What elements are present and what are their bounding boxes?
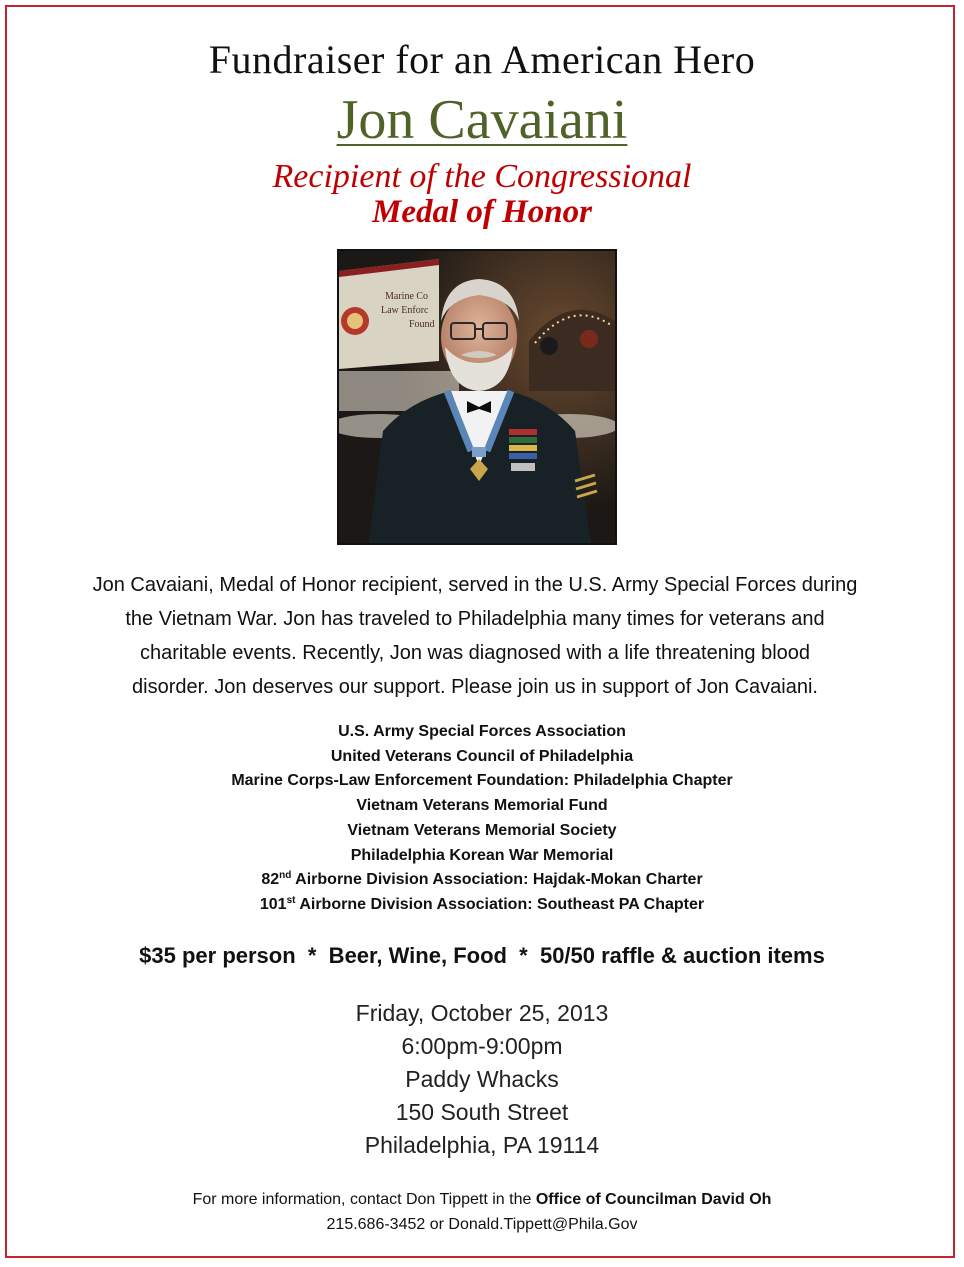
honoree-photo bbox=[337, 249, 617, 545]
banner-line-2: Law Enforc bbox=[381, 305, 429, 316]
sponsor-rest: Airborne Division Association: Southeast PA Chapter bbox=[295, 895, 705, 913]
sponsor-item: Philadelphia Korean War Memorial bbox=[350, 846, 614, 864]
banner-line-3: Found bbox=[409, 319, 435, 330]
bio-line: disorder. Jon deserves our support. Please join us in support of Jon Cavaiani. bbox=[132, 676, 818, 698]
subtitle-medal: Medal of Honor bbox=[371, 194, 592, 230]
sponsor-list bbox=[0, 720, 964, 918]
subtitle-recipient: Recipient of the Congressional bbox=[272, 158, 692, 195]
sponsor-item: United Veterans Council of Philadelphia bbox=[330, 747, 634, 765]
event-date: Friday, October 25, 2013 bbox=[355, 1000, 609, 1026]
contact-info bbox=[0, 1187, 964, 1237]
price-line: $35 per person * Beer, Wine, Food * 50/50 raffle & auction items bbox=[139, 943, 825, 968]
sponsor-item: Vietnam Veterans Memorial Fund bbox=[356, 797, 608, 815]
sponsor-item-101st-airborne bbox=[0, 893, 964, 918]
sponsor-item-82nd-airborne bbox=[0, 868, 964, 893]
ordinal-number: 82 bbox=[261, 871, 280, 889]
ordinal-suffix: st bbox=[286, 894, 296, 906]
event-time: 6:00pm-9:00pm bbox=[401, 1033, 563, 1059]
photo-illustration bbox=[339, 251, 615, 543]
contact-line-2: 215.686-3452 or Donald.Tippett@Phila.Gov bbox=[326, 1216, 638, 1233]
sponsor-rest: Airborne Division Association: Hajdak-Mokan Charter bbox=[291, 871, 703, 889]
contact-office: Office of Councilman David Oh bbox=[535, 1191, 772, 1208]
event-details bbox=[0, 997, 964, 1162]
bio-line: the Vietnam War. Jon has traveled to Philadelphia many times for veterans and bbox=[125, 608, 825, 630]
sponsor-item: U.S. Army Special Forces Association bbox=[338, 723, 626, 740]
event-city: Philadelphia, PA 19114 bbox=[364, 1132, 600, 1158]
event-street: 150 South Street bbox=[395, 1099, 569, 1125]
banner-line-1: Marine Co bbox=[385, 291, 429, 302]
bio-paragraph bbox=[60, 568, 890, 704]
contact-line-1 bbox=[0, 1187, 964, 1212]
ordinal-number: 101 bbox=[259, 895, 287, 913]
honoree-name: Jon Cavaiani bbox=[336, 89, 628, 151]
bio-line: Jon Cavaiani, Medal of Honor recipient, served in the U.S. Army Special Forces during bbox=[92, 574, 858, 596]
sponsor-item: Marine Corps-Law Enforcement Foundation: Philadelphia Chapter bbox=[231, 772, 733, 790]
ordinal-suffix: nd bbox=[279, 870, 292, 882]
bio-line: charitable events. Recently, Jon was diagnosed with a life threatening blood bbox=[139, 642, 811, 664]
sponsor-item: Vietnam Veterans Memorial Society bbox=[347, 821, 617, 839]
flyer-title: Fundraiser for an American Hero bbox=[208, 37, 756, 82]
contact-prefix: For more information, contact Don Tippett in the bbox=[192, 1191, 536, 1208]
event-venue: Paddy Whacks bbox=[405, 1066, 559, 1092]
